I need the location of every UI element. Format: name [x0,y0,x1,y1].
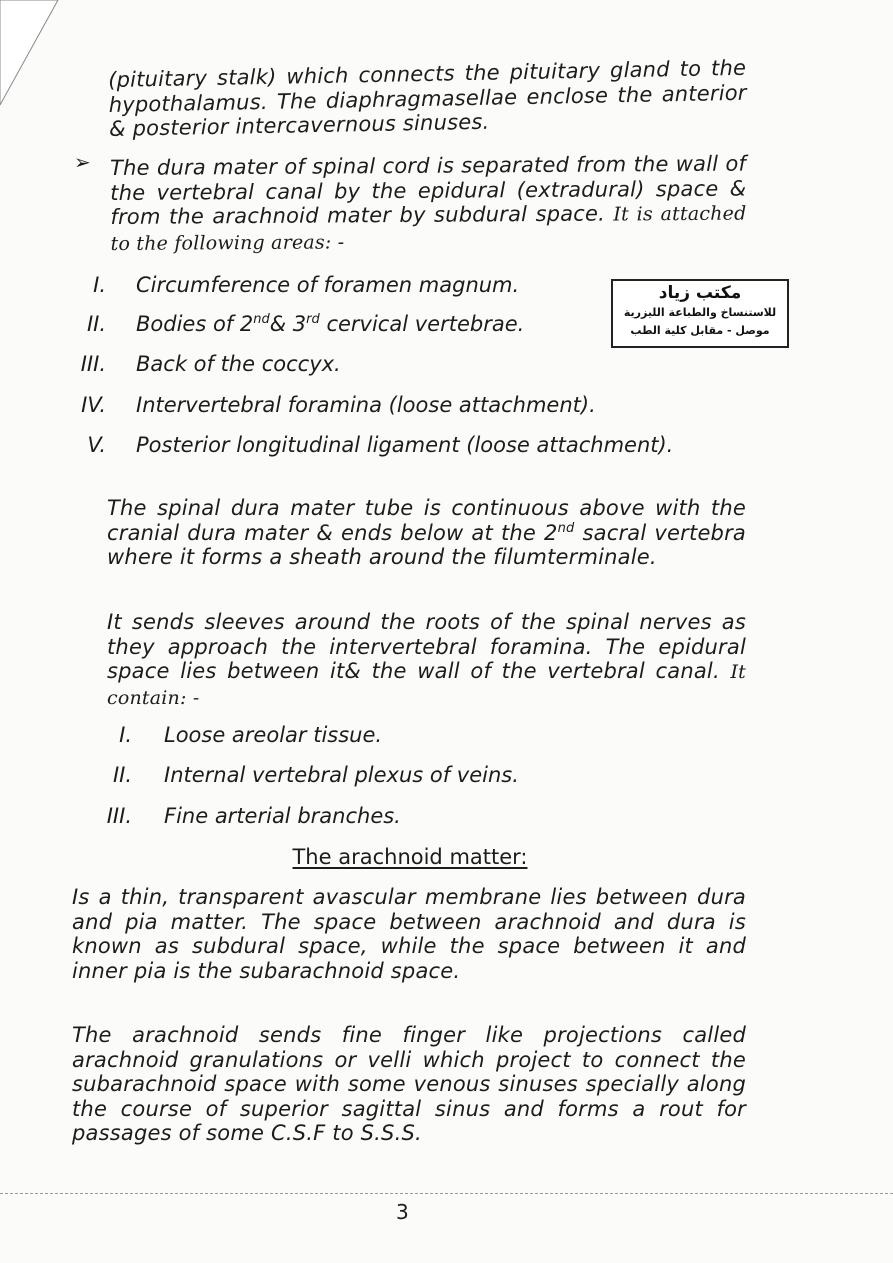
page-number: 3 [396,1200,409,1224]
list-text: Loose areolar tissue. [164,723,383,747]
stamp-line-3: موصل - مقابل كلية الطب [630,324,770,337]
page-fold-corner [0,0,60,110]
list-text: Fine arterial branches. [164,804,401,828]
list-text: Back of the coccyx. [136,352,341,376]
arachnoid-paragraph-2: The arachnoid sends fine finger like projections called arachnoid granulations or velli which project to connect the subarachnoid space with some venous sinuses specially along the course of superior sagittal sinus and forms a rout for passages of some C.S.F to S.S.S. [72,1023,746,1145]
sleeves-text: It sends sleeves around the roots of the spinal nerves as they approach the intervertebral foramina. The epidural space lies between it& the wall of the vertebral canal. [107,610,746,683]
intro-paragraph: (pituitary stalk) which connects the pituitary gland to the hypothalamus. The diaphragmasellae enclose the anterior & posterior intercavernous sinuses. [108,55,747,141]
list-number: II. [86,312,106,336]
dura-spinal-text: The dura mater of spinal cord is separated from the wall of the vertebral canal by the epidural (extradural) space & from the arachnoid mater by subdural space. [110,151,747,229]
shop-stamp [611,279,789,348]
stamp-line-2: للاستنساخ والطباعة الليزرية [623,306,777,319]
attachment-lead-in: It is attached to the following areas: - [110,202,747,255]
bullet-arrow-icon: ➢ [74,150,91,174]
list-text: Bodies of 2nd& 3rd cervical vertebrae. [136,312,525,336]
list-text: Circumference of foramen magnum. [136,273,520,297]
tube-paragraph: The spinal dura mater tube is continuous above with the cranial dura mater & ends below at the 2nd sacral vertebra where it forms a sheath around the filumterminale. [107,496,746,569]
list-number: III. [80,352,106,376]
list-text: Intervertebral foramina (loose attachment). [136,393,596,417]
list-number: I. [93,273,106,297]
section-heading: The arachnoid matter: [292,845,528,869]
dura-spinal-paragraph [110,152,747,256]
list-number: II. [112,763,132,787]
stamp-line-1: مكتب زياد [658,283,742,303]
list-text: Internal vertebral plexus of veins. [164,763,519,787]
list-text: Posterior longitudinal ligament (loose attachment). [136,433,674,457]
list-number: III. [106,804,132,828]
footer-divider [0,1193,893,1194]
sleeves-paragraph [107,610,746,710]
contents-lead-in: It contain: - [107,661,746,709]
list-number: V. [87,433,106,457]
list-number: IV. [81,393,106,417]
arachnoid-paragraph-1: Is a thin, transparent avascular membrane lies between dura and pia matter. The space between arachnoid and dura is known as subdural space, while the space between it and inner pia is the subarachnoid space. [72,885,746,983]
list-number: I. [119,723,132,747]
